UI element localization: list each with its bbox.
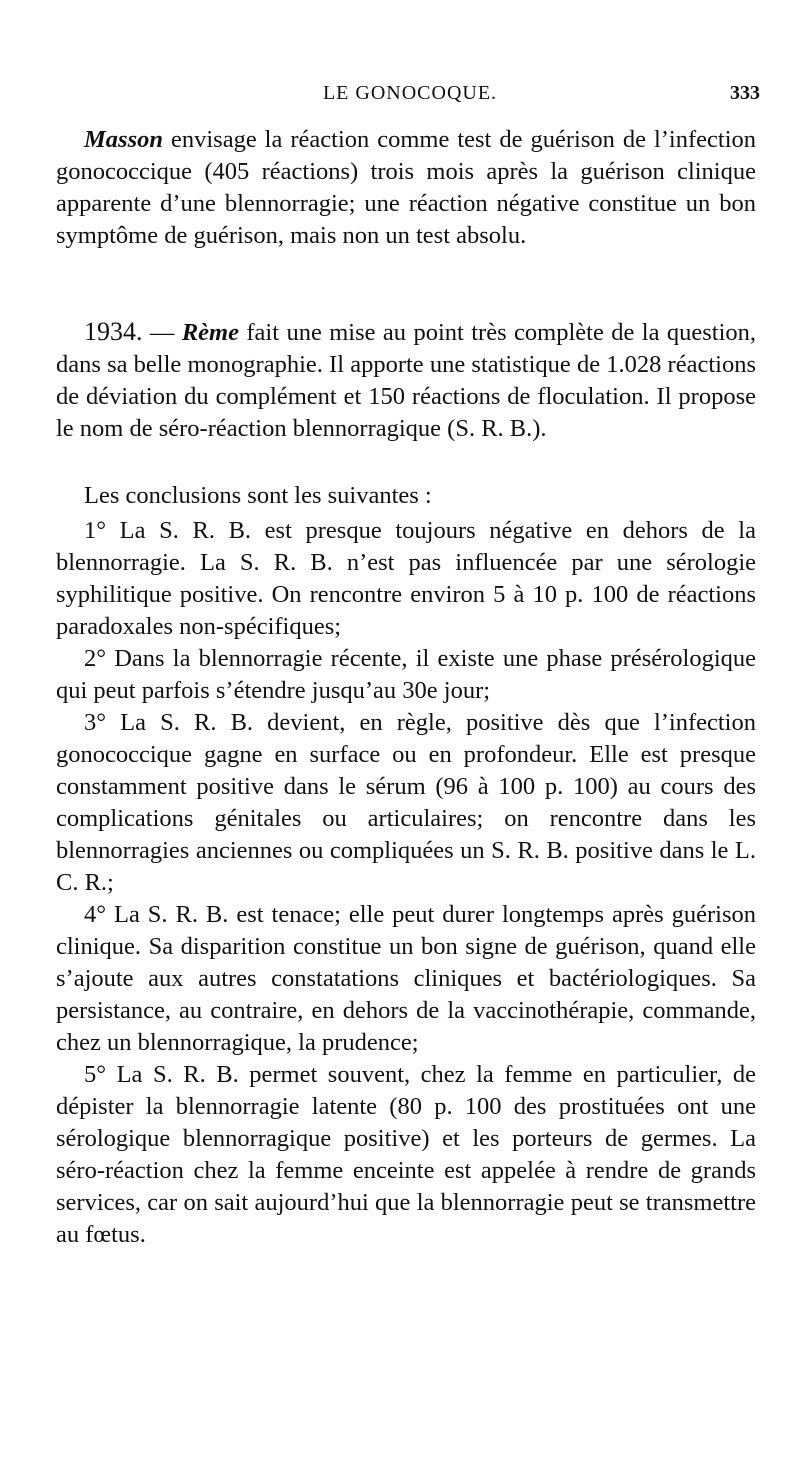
conclusions-intro-block [56,480,756,512]
running-title: LE GONOCOQUE. [322,82,498,104]
author-reme: Rème [181,319,239,346]
paragraph-masson-text: envisage la réaction comme test de guérison de l’infection gonococcique (405 réactions) trois mois après la guérison clinique apparente d’une blennorragie; une réaction négative constitue un bon symptôme de guérison, mais non un test absolu. [56,126,756,249]
conclusions-list [56,515,756,1251]
conclusion-item-4: 4° La S. R. B. est tenace; elle peut durer longtemps après guérison clinique. Sa disparition constitue un bon signe de guérison, quand elle s’ajoute aux autres constatations cliniques et bactériologiques. Sa persistance, au contraire, en dehors de la vaccinothérapie, commande, chez un blennorragique, la prudence; [56,901,756,1056]
conclusion-item-1: 1° La S. R. B. est presque toujours négative en dehors de la blennorragie. La S. R. B. n’est pas influencée par une sérologie syphilitique positive. On rencontre environ 5 à 10 p. 100 de réactions paradoxales non-spécifiques; [56,517,756,640]
year-1934: 1934. [84,317,143,346]
page-header [60,82,760,112]
paragraph-1934-text: fait une mise au point très complète de la question, dans sa belle monographie. Il apporte une statistique de 1.028 réactions de déviation du complément et 150 réactions de floculation. Il propose le nom de séro-réaction blennorragique (S. R. B.). [56,319,757,442]
conclusions-intro: Les conclusions sont les suivantes : [84,482,432,509]
conclusion-item-2: 2° Dans la blennorragie récente, il existe une phase présérologique qui peut parfois s’étendre jusqu’au 30e jour; [56,645,756,704]
page-number: 333 [730,82,760,104]
dash: — [142,319,182,346]
author-masson: Masson [84,126,163,153]
paragraph-masson [56,124,756,252]
paragraph-1934 [56,316,756,445]
conclusion-item-5: 5° La S. R. B. permet souvent, chez la femme en particulier, de dépister la blennorragie latente (80 p. 100 des prostituées ont une sérologique blennorragique positive) et les porteurs de germes. La séro-réaction chez la femme enceinte est appelée à rendre de grands services, car on sait aujourd’hui que la blennorragie peut se transmettre au fœtus. [56,1061,756,1248]
conclusion-item-3: 3° La S. R. B. devient, en règle, positive dès que l’infection gonococcique gagne en surface ou en profondeur. Elle est presque constamment positive dans le sérum (96 à 100 p. 100) au cours des complications génitales ou articulaires; on rencontre dans les blennorragies anciennes ou compliquées un S. R. B. positive dans le L. C. R.; [56,709,756,896]
